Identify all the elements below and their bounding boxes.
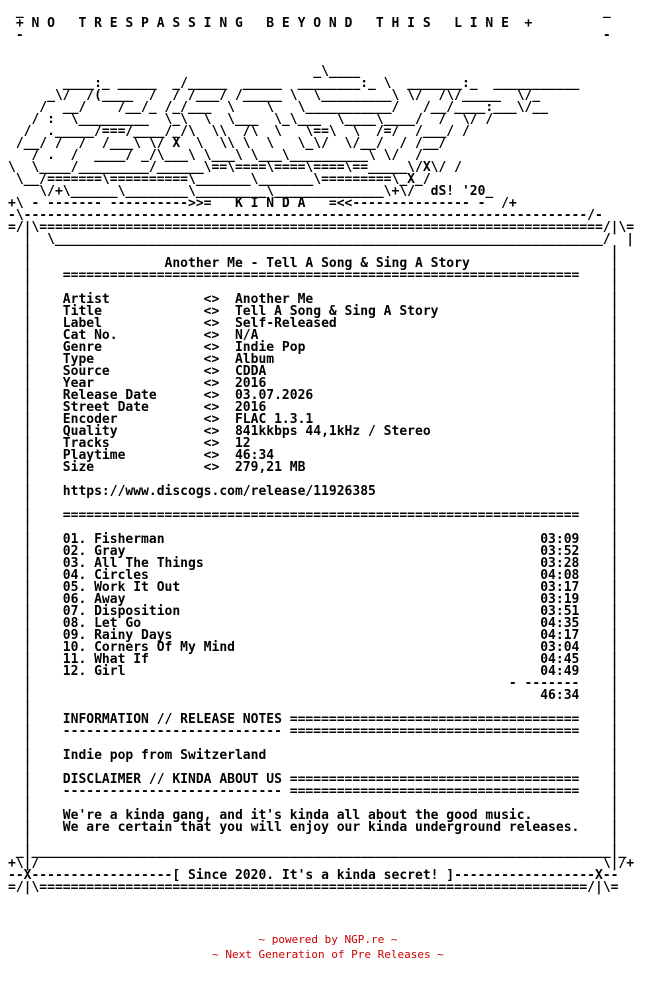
footer: [0, 932, 656, 962]
footer-tagline-link[interactable]: ~ Next Generation of Pre Releases ~: [212, 948, 444, 961]
footer-powered-by-link[interactable]: ~ powered by NGP.re ~: [258, 933, 398, 946]
nfo-text-block: _ _ + N O T R E S P A S S I N G B E Y O N D T H I S L I N E + - - _\____ ____:_ _____ _/_____ _____ ________:_ \ _______:_ ___________ _\/ /(____ / / /___/ /_____ \ \_________\ \/ /\/_____ \/_ / __/ /__/_ /_/___ \ \ \___________/ /__/____:___\/__ / : \_________ \_\ \ \___ \_\___ \____\____/ / \/ / / ._____/===/____/_/\ \\ /\ \ \==\ \ /=/ /___/ / /__/ / / /___\ \/ X \ \\ \ \ \_\/ \/__/ / /__/ / . / ____/ _/\___\ \___\ \___\__________\ \/ / \ \____/_________/______\==\====\====\====\==_____\/X\/ / \__/=======\==========\_______\_______\=========\_X_/ \/+\______\________\_________\______________\+\/ dS! '20_ +\ - ------- ---------->>= K I N D A =<<--------------- - /+ -\------------------------------------------------------------------------/- =/|\========================================================================/|\= | \______________________________________________________________________/ | | | | Another Me - Tell A Song & Sing A Story | | ================================================================== | | | | Artist <> Another Me | | Title <> Tell A Song & Sing A Story | | Label <> Self-Released | | Cat No. <> N/A | | Genre <> Indie Pop | | Type <> Album | | Source <> CDDA | | Year <> 2016 | | Release Date <> 03.07.2026 | | Street Date <> 2016 | | Encoder <> FLAC 1.3.1 | | Quality <> 841kkbps 44,1kHz / Stereo | | Tracks <> 12 | | Playtime <> 46:34 | | Size <> 279,21 MB | | | | https://www.discogs.com/release/11926385 | | | | ================================================================== | | | | 01. Fisherman 03:09 | | 02. Gray 03:52 | | 03. All The Things 03:28 | | 04. Circles 04:08 | | 05. Work It Out 03:17 | | 06. Away 03:19 | | 07. Disposition 03:51 | | 08. Let Go 04:35 | | 09. Rainy Days 04:17 | | 10. Corners Of My Mind 03:04 | | 11. What If 04:45 | | 12. Girl 04:49 | | - ------- | | 46:34 | | | | INFORMATION // RELEASE NOTES ===================================== | | ---------------------------- ===================================== | | | | Indie pop from Switzerland | | | | DISCLAIMER // KINDA ABOUT US ===================================== | | ---------------------------- ===================================== | | | | We're a kinda gang, and it's kinda all about the good music. | | We are certain that you will enjoy our kinda underground releases. | | | _|__________________________________________________________________________|_ +\|/ \|/+ --X------------------[ Since 2020. It's a kinda secret! ]------------------X-- =/|\======================================================================/|\=: [8, 4, 635, 895]
